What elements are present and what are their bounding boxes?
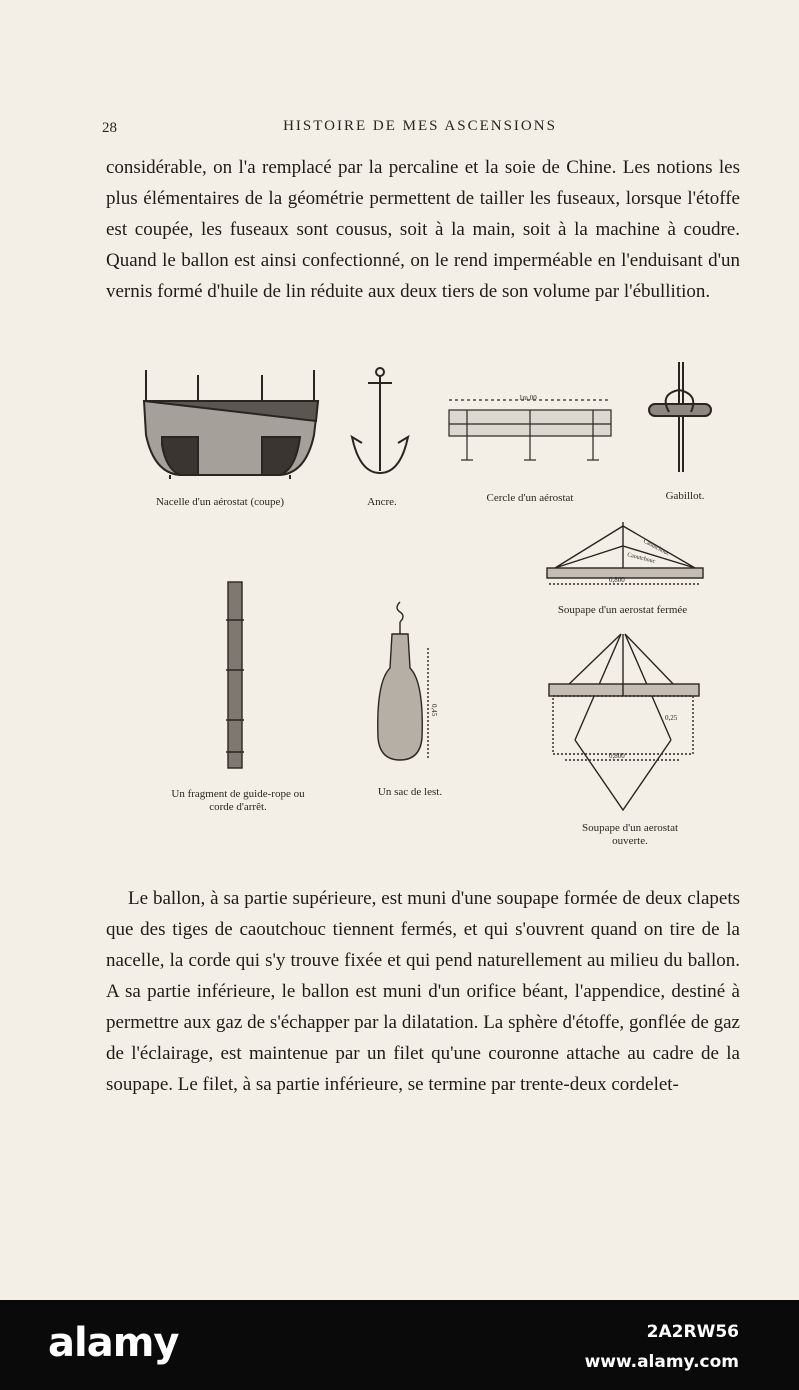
- page-header: [100, 118, 740, 142]
- gabillot-illustration: [645, 360, 715, 475]
- brand-logo: alamy: [48, 1320, 179, 1366]
- soupape-ouverte-illustration: [545, 630, 705, 815]
- paragraph-2: [106, 883, 740, 1100]
- soupape-fermee-illustration: [545, 520, 705, 590]
- caption-soupape-fermee: Soupape d'un aerostat fermée: [557, 604, 688, 616]
- caption-guide-rope-line1: Un fragment de guide-rope ou: [171, 788, 305, 800]
- cercle-illustration: [445, 390, 615, 470]
- caption-guide-rope: [138, 788, 338, 814]
- paragraph-2-text: Le ballon, à sa partie supérieure, est muni d'une soupape formée de deux clapets que des tiges de caoutchouc tiennent fermés, et qui s'ouvrent quand on tire de la nacelle, la corde qui s'y trouve fixée et qui pend naturellement au milieu du ballon. A sa partie inférieure, le ballon est muni d'un orifice béant, l'appendice, destiné à permettre aux gaz de s'échapper par la dilatation. La sphère d'étoffe, gonflée de gaz de l'éclairage, est maintenue par un filet qu'une couronne attache au cadre de la soupape. Le filet, à sa partie inférieure, se termine par trente-deux cordelet-: [106, 888, 740, 1095]
- soupape-label-a: Caoutchouc: [642, 538, 671, 558]
- paragraph-1-text: considérable, on l'a remplacé par la percaline et la soie de Chine. Les notions les plus élémentaires de la géométrie permettent de tailler les fuseaux, lorsque l'étoffe est coupée, les fuseaux sont cousus, soit à la main, soit à la machine à coudre. Quand le ballon est ainsi confectionné, on le rend imperméable en l'enduisant d'un vernis formé d'huile de lin réduite aux deux tiers de son volume par l'ébullition.: [106, 157, 740, 302]
- guide-rope-illustration: [220, 580, 250, 775]
- running-title: HISTOIRE DE MES ASCENSIONS: [283, 118, 557, 134]
- caption-soupape-ouverte-line1: Soupape d'un aerostat: [581, 822, 679, 834]
- ouverte-dimension-a: 0,25: [665, 714, 678, 722]
- caption-sac: Un sac de lest.: [377, 786, 443, 798]
- paragraph-1: [106, 152, 740, 307]
- caption-guide-rope-line2: corde d'arrêt.: [209, 801, 267, 813]
- nacelle-illustration: [140, 365, 320, 480]
- image-id: 2A2RW56: [646, 1322, 739, 1342]
- page-number: 28: [102, 120, 117, 136]
- anchor-illustration: [350, 365, 410, 480]
- soupape-dimension: 0,800: [609, 576, 625, 584]
- caption-soupape-ouverte-line2: ouverte.: [612, 835, 648, 847]
- caption-nacelle: Nacelle d'un aérostat (coupe): [155, 496, 285, 508]
- caption-soupape-ouverte: [545, 822, 715, 848]
- cercle-dimension: 1m 00: [519, 394, 537, 402]
- sac-dimension: 0,45: [430, 704, 438, 717]
- ouverte-dimension-b: 0,800: [609, 752, 625, 760]
- site-url: www.alamy.com: [584, 1352, 739, 1372]
- caption-ancre: Ancre.: [367, 496, 397, 508]
- sac-de-lest-illustration: [370, 598, 440, 768]
- watermark-footer: [0, 1300, 799, 1390]
- soupape-label-b: Caoutchouc: [626, 552, 656, 565]
- caption-cercle: Cercle d'un aérostat: [486, 492, 574, 504]
- caption-gabillot: Gabillot.: [665, 490, 705, 502]
